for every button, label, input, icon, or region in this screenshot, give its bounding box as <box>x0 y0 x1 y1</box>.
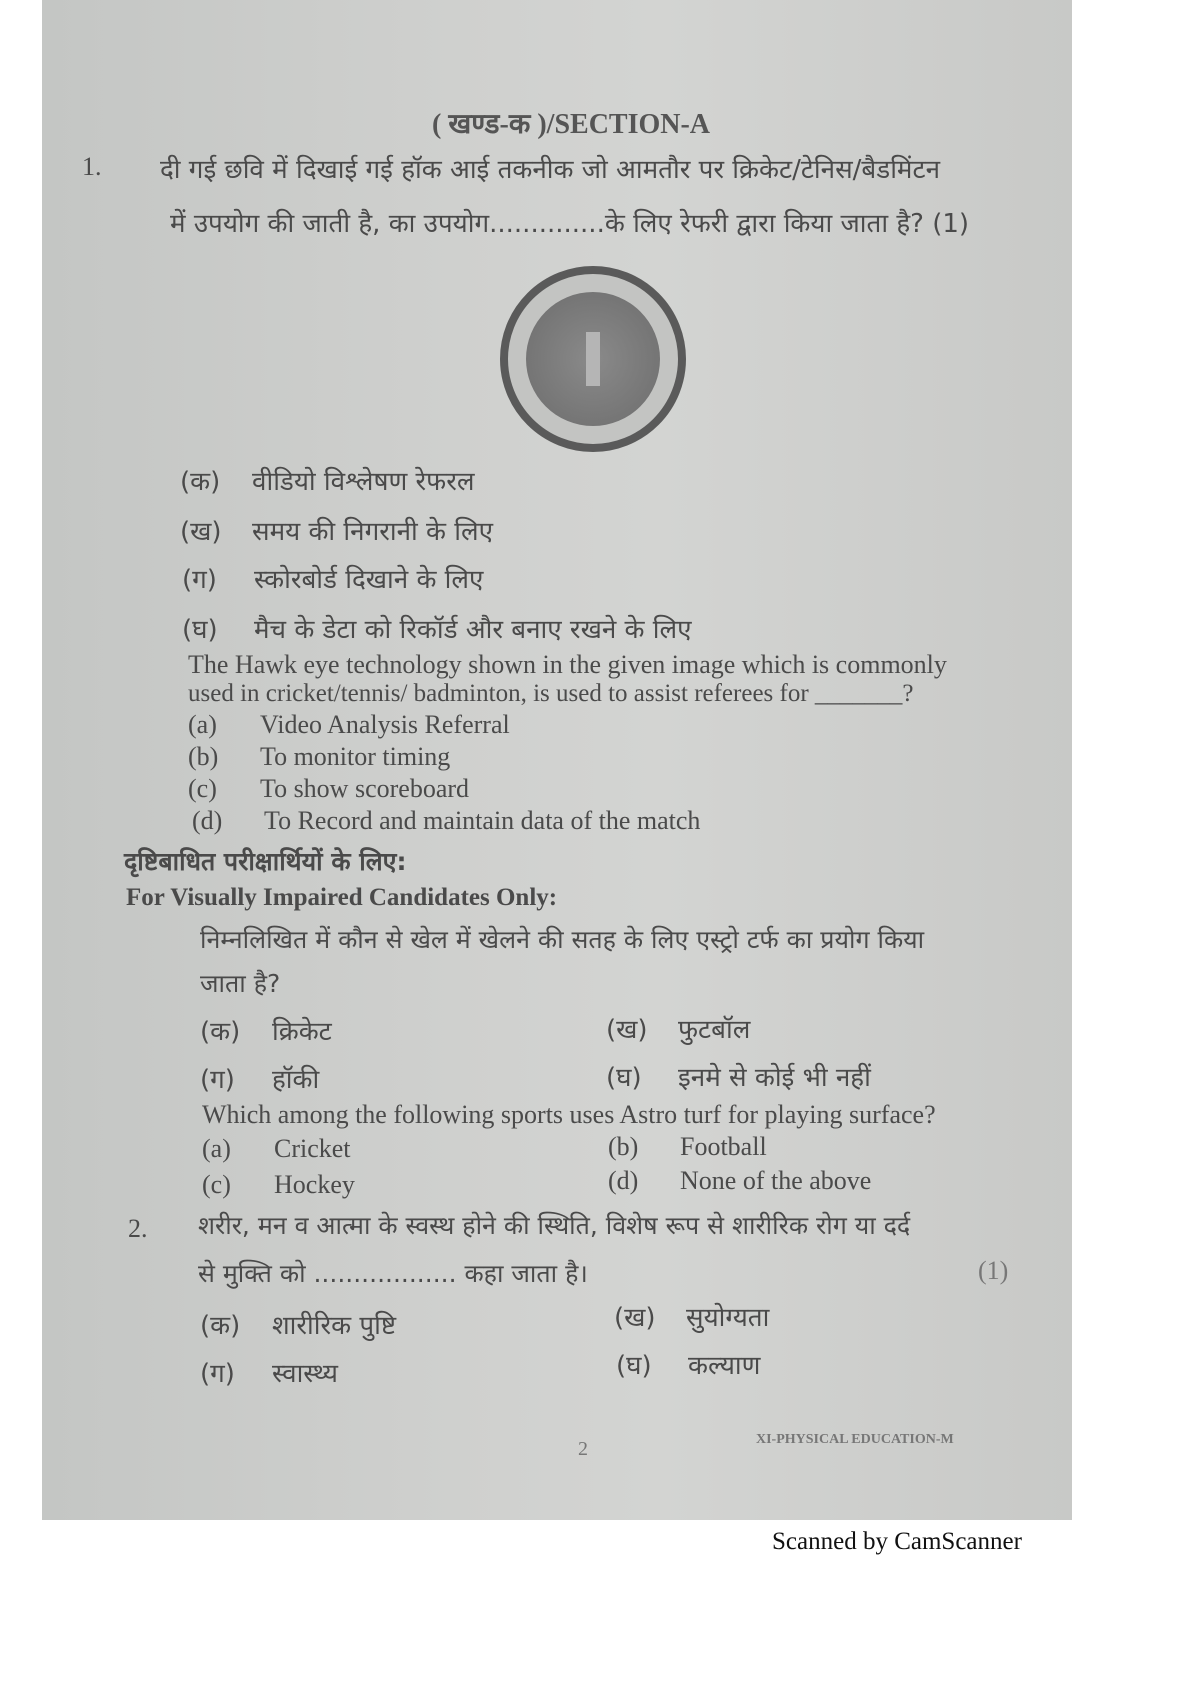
vi-hindi-heading: दृष्टिबाधित परीक्षार्थियों के लिए: <box>124 847 407 876</box>
q1-hindi-option: (घ) मैच के डेटा को रिकॉर्ड और बनाए रखने के लिए <box>182 615 692 645</box>
vi-english-question: Which among the following sports uses Astro turf for playing surface? <box>202 1100 936 1129</box>
q1-english-option: (b) To monitor timing <box>188 742 451 771</box>
vi-english-option: (b) Football <box>608 1132 767 1161</box>
page-number: 2 <box>578 1438 588 1460</box>
q1-english-line1: The Hawk eye technology shown in the given image which is commonly <box>188 650 947 679</box>
q2-hindi-option: (ग) स्वास्थ्य <box>200 1359 339 1389</box>
q1-hindi-option: (ख) समय की निगरानी के लिए <box>180 517 494 547</box>
vi-english-heading: For Visually Impaired Candidates Only: <box>126 884 558 911</box>
q1-hindi-line2: में उपयोग की जाती है, का उपयोग..............के लिए रेफरी द्वारा किया जाता है? (1) <box>170 209 970 239</box>
vi-english-option: (d) None of the above <box>608 1166 872 1195</box>
q1-hindi-line1: दी गई छवि में दिखाई गई हॉक आई तकनीक जो आमतौर पर क्रिकेट/टेनिस/बैडमिंटन <box>160 155 941 185</box>
vi-hindi-option: (क) क्रिकेट <box>200 1017 332 1047</box>
paper-code: XI-PHYSICAL EDUCATION-M <box>756 1432 954 1447</box>
vi-hindi-option: (घ) इनमे से कोई भी नहीं <box>606 1063 871 1093</box>
q1-english-option: (c) To show scoreboard <box>188 774 470 803</box>
hawk-eye-image <box>500 266 686 452</box>
q2-hindi-option: (क) शारीरिक पुष्टि <box>200 1311 397 1341</box>
q1-number: 1. <box>82 152 102 181</box>
vi-english-option: (c) Hockey <box>202 1170 355 1199</box>
vi-english-option: (a) Cricket <box>202 1134 351 1163</box>
q2-hindi-line2: से मुक्ति को .................. कहा जाता है। <box>198 1259 588 1288</box>
q1-english-option: (d) To Record and maintain data of the match <box>192 806 701 835</box>
q1-hindi-option: (ग) स्कोरबोर्ड दिखाने के लिए <box>182 565 484 595</box>
q1-english-option: (a) Video Analysis Referral <box>188 710 510 739</box>
vi-hindi-line1: निम्नलिखित में कौन से खेल में खेलने की सतह के लिए एस्ट्रो टर्फ का प्रयोग किया <box>200 925 925 954</box>
q2-hindi-option: (ख) सुयोग्यता <box>614 1303 770 1333</box>
scanner-footer: Scanned by CamScanner <box>772 1528 1022 1555</box>
q2-hindi-line1: शरीर, मन व आत्मा के स्वस्थ होने की स्थिति, विशेष रूप से शारीरिक रोग या दर्द <box>198 1211 911 1240</box>
q1-hindi-option: (क) वीडियो विश्लेषण रेफरल <box>180 467 475 497</box>
q2-hindi-option: (घ) कल्याण <box>616 1351 761 1381</box>
vi-hindi-option: (ग) हॉकी <box>200 1065 320 1095</box>
q2-marks: (1) <box>978 1256 1009 1285</box>
vi-hindi-line2: जाता है? <box>200 969 281 998</box>
q1-english-line2: used in cricket/tennis/ badminton, is used to assist referees for _______? <box>188 680 914 707</box>
q2-number: 2. <box>128 1214 148 1243</box>
section-title: ( खण्ड-क )/SECTION-A <box>432 109 711 140</box>
vi-hindi-option: (ख) फुटबॉल <box>606 1015 751 1045</box>
